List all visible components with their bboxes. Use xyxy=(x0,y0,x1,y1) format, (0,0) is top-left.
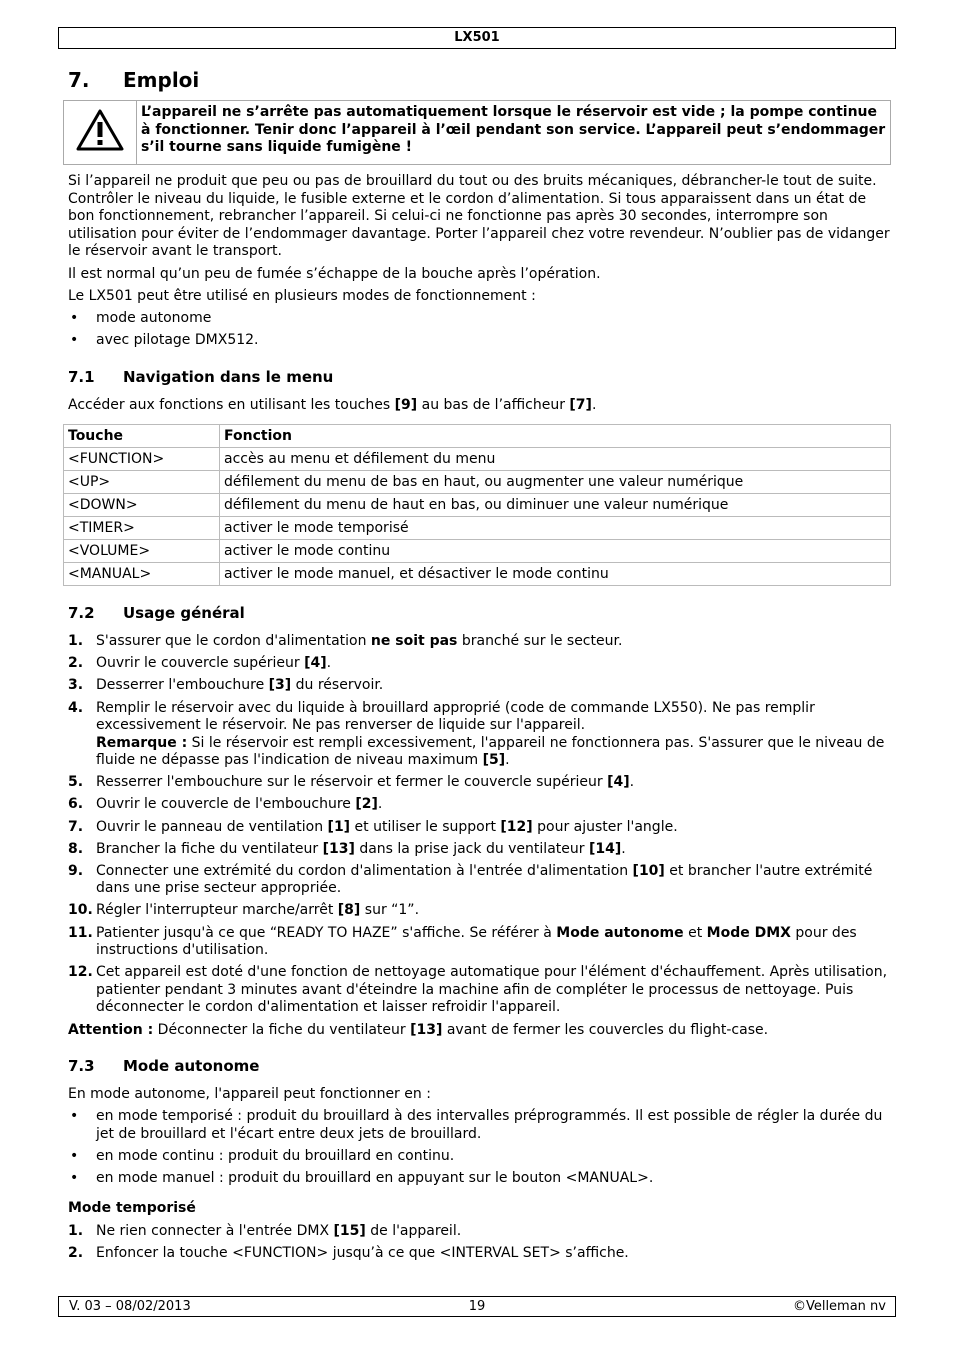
list-item: • en mode manuel : produit du brouillard en appuyant sur le bouton <MANUAL>. xyxy=(70,1170,654,1187)
step-number: 8. xyxy=(68,840,84,857)
step-text: Resserrer l'embouchure sur le réservoir et fermer le couvercle supérieur [4]. xyxy=(96,774,635,791)
page-header xyxy=(58,27,896,49)
page-footer xyxy=(58,1296,896,1317)
list-item xyxy=(68,655,890,673)
section-heading xyxy=(68,66,890,94)
intro-paragraph-3: Le LX501 peut être utilisé en plusieurs modes de fonctionnement : xyxy=(68,287,536,304)
keys-table xyxy=(63,424,891,586)
list-item: • en mode continu : produit du brouillard en continu. xyxy=(70,1147,455,1164)
list-item xyxy=(68,774,890,792)
list-item xyxy=(68,633,890,651)
step-number: 2. xyxy=(68,1245,84,1262)
step-number: 5. xyxy=(68,774,84,791)
section-title: Emploi xyxy=(123,68,200,92)
step-text: Ouvrir le panneau de ventilation [1] et utiliser le support [12] pour ajuster l'angle. xyxy=(96,818,678,835)
autonome-intro: En mode autonome, l'appareil peut fonctionner en : xyxy=(68,1086,431,1103)
table-row: <VOLUME> activer le mode continu xyxy=(64,540,891,563)
intro-paragraph-2: Il est normal qu’un peu de fumée s’échappe de la bouche après l’opération. xyxy=(68,265,601,282)
page-content xyxy=(68,66,890,1267)
autonome-modes-list xyxy=(68,1108,890,1187)
table-header-row: Touche Fonction xyxy=(64,425,891,448)
attention-note: Attention : Déconnecter la fiche du ventilateur [13] avant de fermer les couvercles du flight-case. xyxy=(68,1021,769,1038)
step-text: Brancher la fiche du ventilateur [13] dans la prise jack du ventilateur [14]. xyxy=(96,840,626,857)
step-number: 6. xyxy=(68,796,84,813)
step-number: 4. xyxy=(68,699,84,716)
step-text: Cet appareil est doté d'une fonction de nettoyage automatique pour l'élément d'échauffement. Après utilisation, patienter pendant 3 minutes avant d'éteindre la machine afin de compléter le processus de nettoyage. Puis déconnecter le cordon d'alimentation et laisser refroidir l'appareil. xyxy=(96,964,888,1016)
subsection-heading: 7.2 Usage général xyxy=(68,604,245,623)
table-row: <DOWN> défilement du menu de haut en bas, ou diminuer une valeur numérique xyxy=(64,494,891,517)
table-row: <MANUAL> activer le mode manuel, et désactiver le mode continu xyxy=(64,563,891,586)
step-number: 10. xyxy=(68,902,93,919)
step-text: Enfoncer la touche <FUNCTION> jusqu’à ce que <INTERVAL SET> s’affiche. xyxy=(96,1245,629,1262)
step-text: Ouvrir le couvercle supérieur [4]. xyxy=(96,655,332,672)
warning-text: L’appareil ne s’arrête pas automatiquement lorsque le réservoir est vide ; la pompe continue à fonctionner. Tenir donc l’appareil à l’œil pendant son service. L’appareil peut s’endommager s’il tourne sans liquide fumigène ! xyxy=(141,104,886,155)
step-text: Ouvrir le couvercle de l'embouchure [2]. xyxy=(96,796,383,813)
step-text: Régler l'interrupteur marche/arrêt [8] sur “1”. xyxy=(96,902,420,919)
step-text: Remplir le réservoir avec du liquide à brouillard approprié (code de commande LX550). Ne pas remplir excessivement le réservoir. Ne pas renverser de liquide sur l'appareil. Remarque : Si le réservoir est rempli excessivement, l'appareil ne fonctionnera pas. S'assurer que le niveau de fluide ne dépasse pas l'indication de niveau maximum [5]. xyxy=(96,699,885,769)
step-text: S'assurer que le cordon d'alimentation ne soit pas branché sur le secteur. xyxy=(96,633,623,650)
step-text: Patienter jusqu'à ce que “READY TO HAZE” s'affiche. Se référer à Mode autonome et Mode DMX pour des instructions d'utilisation. xyxy=(96,924,857,959)
section-number: 7. xyxy=(68,68,90,92)
mode-temporise-heading: Mode temporisé xyxy=(68,1199,196,1216)
step-number: 9. xyxy=(68,862,84,879)
page-number: 19 xyxy=(468,1299,486,1314)
step-text: Desserrer l'embouchure [3] du réservoir. xyxy=(96,677,384,694)
copyright: ©Velleman nv xyxy=(792,1299,886,1314)
list-item xyxy=(68,964,890,1017)
step-text: Ne rien connecter à l'entrée DMX [15] de l'appareil. xyxy=(96,1223,462,1240)
step-number: 1. xyxy=(68,633,84,650)
list-item xyxy=(68,902,890,920)
list-item xyxy=(68,819,890,837)
warning-triangle-icon xyxy=(76,109,124,157)
step-text: Connecter une extrémité du cordon d'alimentation à l'entrée d'alimentation [10] et brancher l'autre extrémité dans une prise secteur appropriée. xyxy=(96,862,873,897)
version-date: V. 03 – 08/02/2013 xyxy=(69,1299,191,1314)
list-item xyxy=(68,700,890,770)
list-item xyxy=(68,841,890,859)
step-number: 7. xyxy=(68,818,84,835)
list-item xyxy=(68,677,890,695)
list-item: • mode autonome xyxy=(70,309,212,326)
subsection-heading: 7.3 Mode autonome xyxy=(68,1057,260,1076)
step-number: 11. xyxy=(68,924,93,941)
list-item xyxy=(68,1245,890,1263)
step-number: 12. xyxy=(68,964,93,981)
modes-list xyxy=(68,310,890,350)
table-row: <TIMER> activer le mode temporisé xyxy=(64,517,891,540)
autonome-steps-list xyxy=(68,1223,890,1263)
model-name: LX501 xyxy=(454,30,500,45)
intro-paragraph-1: Si l’appareil ne produit que peu ou pas de brouillard du tout ou des bruits mécaniques, débrancher-le tout de suite. Contrôler le niveau du liquide, le fusible externe et le cordon d’alimentation. Si tous apparaissent dans un état de bon fonctionnement, rebrancher l’appareil. Si celui-ci ne fonctionne pas après 30 secondes, interrompre son utilisation pour éviter de l’endommager davantage. Porter l’appareil chez votre revendeur. N’oublier pas de vidanger le réservoir avant le transport. xyxy=(68,173,890,260)
list-item xyxy=(68,863,890,898)
subsection-heading: 7.1 Navigation dans le menu xyxy=(68,367,334,386)
step-number: 1. xyxy=(68,1223,84,1240)
table-row: <FUNCTION> accès au menu et défilement du menu xyxy=(64,448,891,471)
usage-steps-list xyxy=(68,633,890,1017)
step-number: 2. xyxy=(68,655,84,672)
list-item xyxy=(68,1223,890,1241)
table-row: <UP> défilement du menu de bas en haut, ou augmenter une valeur numérique xyxy=(64,471,891,494)
list-item xyxy=(68,796,890,814)
list-item: • en mode temporisé : produit du brouillard à des intervalles préprogrammés. Il est possible de régler la durée du jet de brouillard et l'écart entre deux jets de brouillard. xyxy=(70,1108,883,1142)
list-item xyxy=(68,925,890,960)
list-item: • avec pilotage DMX512. xyxy=(70,332,259,349)
step-number: 3. xyxy=(68,677,84,694)
nav-intro: Accéder aux fonctions en utilisant les touches [9] au bas de l’afficheur [7]. xyxy=(68,396,597,413)
warning-box xyxy=(63,100,891,165)
